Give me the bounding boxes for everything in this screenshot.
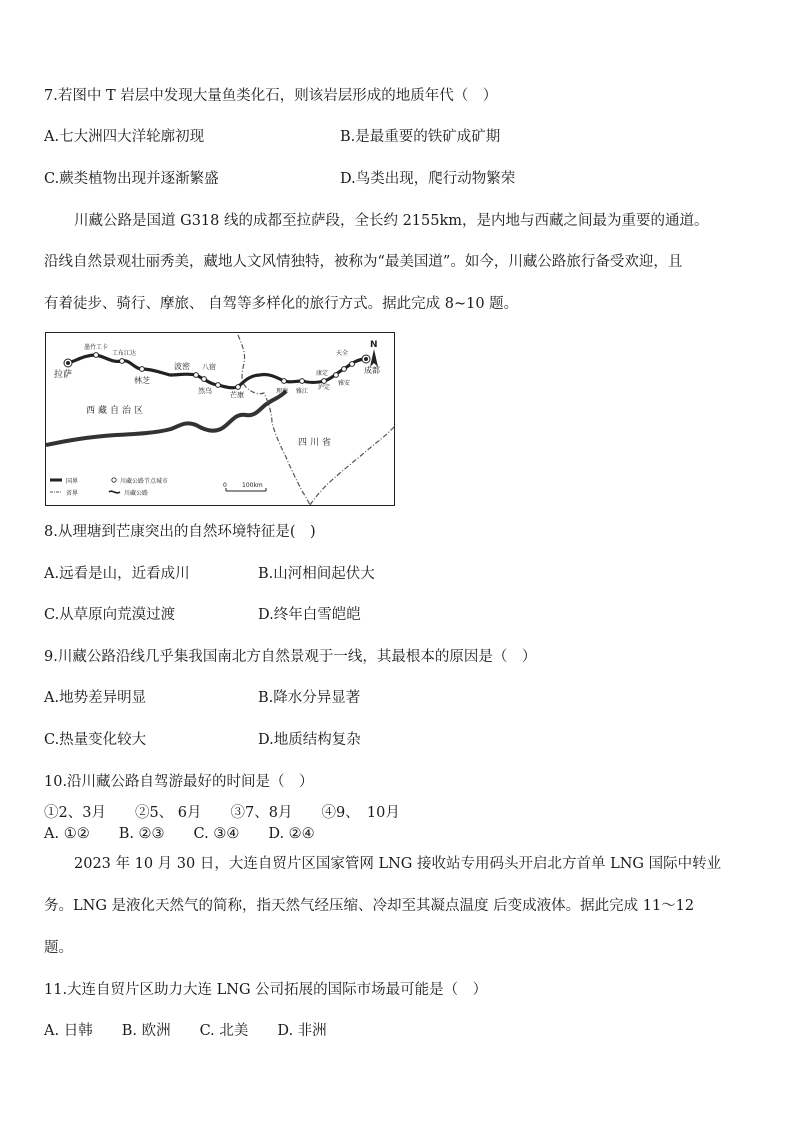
node-kangding <box>322 379 327 384</box>
svg-text:省界: 省界 <box>66 490 79 497</box>
q9-option-b: B.降水分异显著 <box>258 690 361 706</box>
scale-bar <box>223 482 266 491</box>
node-bomi <box>194 373 199 378</box>
map-legend <box>50 477 168 497</box>
label-tibet: 西藏自治区 <box>86 406 147 416</box>
passage1-line1: 川藏公路是国道 G318 线的成都至拉萨段，全长约 2155km，是内地与西藏之间最为重要的通道。 <box>74 213 709 229</box>
svg-text:川藏公路节点城市: 川藏公路节点城市 <box>120 478 169 485</box>
q7-option-d: D.鸟类出现，爬行动物繁荣 <box>340 171 516 187</box>
label-nyingchi: 林芝 <box>134 376 150 385</box>
passage2-line1: 2023 年 10 月 30 日，大连自贸片区国家管网 LNG 接收站专用码头开启北方首单 LNG 国际中转业 <box>74 856 722 872</box>
node-baxoi <box>216 383 221 388</box>
route-map <box>45 332 395 506</box>
province-border-line <box>238 335 310 505</box>
national-border-line <box>46 391 286 445</box>
label-yaan: 雅安 <box>338 380 351 387</box>
q9-stem: 9.川藏公路沿线几乎集我国南北方自然景观于一线，其最根本的原因是（ ） <box>44 649 537 665</box>
north-arrow-icon <box>370 340 378 367</box>
q10-months: ①2、3月 ②5、 6月 ③7、8月 ④9、 10月 <box>44 805 400 821</box>
label-ranwu: 然乌 <box>198 387 212 395</box>
node-gongbogyamda <box>120 359 125 364</box>
q8-option-b: B.山河相间起伏大 <box>258 566 375 582</box>
passage2-line2: 务。LNG 是液化天然气的简称，指天然气经压缩、冷却至其凝点温度 后变成液体。据此完成 11～12 <box>44 898 695 914</box>
q7-option-c: C.蕨类植物出现并逐渐繁盛 <box>44 171 219 187</box>
node-maizhokunggar <box>94 353 99 358</box>
q11-stem: 11.大连自贸片区助力大连 LNG 公司拓展的国际市场最可能是（ ） <box>44 982 488 998</box>
node-yajiang <box>300 379 305 384</box>
label-sichuan: 四川省 <box>298 438 335 448</box>
svg-text:0: 0 <box>223 482 227 489</box>
node-yaan <box>350 362 355 367</box>
q7-option-b: B.是最重要的铁矿成矿期 <box>340 129 501 145</box>
label-markam: 芒康 <box>230 391 244 399</box>
q10-options: A. ①② B. ②③ C. ③④ D. ②④ <box>44 826 315 842</box>
q11-options: A. 日韩 B. 欧洲 C. 北美 D. 非洲 <box>44 1023 327 1039</box>
label-tianquan: 天全 <box>336 350 349 357</box>
label-maizhokunggar: 墨竹工卡 <box>84 344 109 351</box>
label-lhasa: 拉萨 <box>54 370 73 380</box>
node-litang <box>282 379 287 384</box>
svg-text:国界: 国界 <box>66 478 79 485</box>
svg-text:川藏公路: 川藏公路 <box>124 490 149 497</box>
node-nyingchi <box>140 367 145 372</box>
node-markam <box>236 385 241 390</box>
q7-option-a: A.七大洲四大洋轮廓初现 <box>44 129 205 145</box>
label-gongbogyamda: 工布江达 <box>112 350 137 357</box>
node-ranwu <box>202 377 207 382</box>
q9-option-c: C.热量变化较大 <box>44 732 147 748</box>
passage2-line3: 题。 <box>44 940 73 956</box>
label-baxoi: 八宿 <box>202 363 216 371</box>
label-yajiang: 雅江 <box>296 388 309 395</box>
q8-option-a: A.远看是山，近看成川 <box>44 566 190 582</box>
node-tianquan <box>342 367 347 372</box>
label-litang: 理塘 <box>276 388 289 395</box>
label-kangding: 康定 <box>316 370 329 377</box>
passage1-line2: 沿线自然景观壮丽秀美，藏地人文风情独特，被称为“最美国道”。如今，川藏公路旅行备受欢迎，且 <box>44 254 683 270</box>
q9-option-a: A.地势差异明显 <box>44 690 147 706</box>
label-chengdu: 成都 <box>364 366 380 375</box>
svg-text:100km: 100km <box>242 482 263 489</box>
passage1-line3: 有着徒步、骑行、摩旅、 自驾等多样化的旅行方式。据此完成 8~10 题。 <box>44 296 519 312</box>
label-luding: 泸定 <box>318 384 331 391</box>
q8-option-d: D.终年白雪皑皑 <box>258 607 361 623</box>
q7-stem: 7.若图中 T 岩层中发现大量鱼类化石，则该岩层形成的地质年代（ ） <box>44 88 498 104</box>
q10-stem: 10.沿川藏公路自驾游最好的时间是（ ） <box>44 774 314 790</box>
label-bomi: 波密 <box>174 362 190 371</box>
q9-option-d: D.地质结构复杂 <box>258 732 361 748</box>
q8-stem: 8.从理塘到芒康突出的自然环境特征是( ) <box>44 524 316 540</box>
svg-text:N: N <box>370 340 378 350</box>
q8-option-c: C.从草原向荒漠过渡 <box>44 607 176 623</box>
node-luding <box>334 373 339 378</box>
